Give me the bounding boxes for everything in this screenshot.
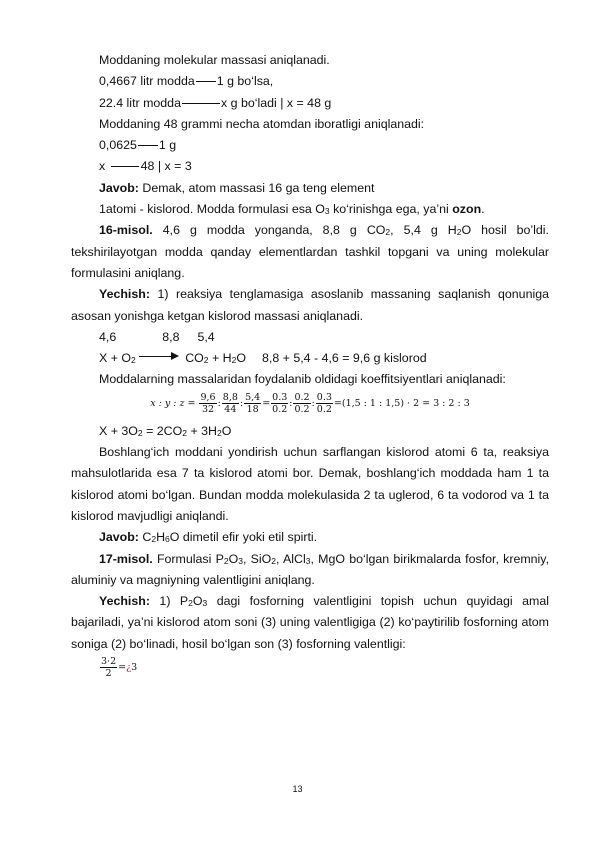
text: 22.4 litr modda [99, 95, 181, 110]
subscript: 2 [456, 227, 462, 238]
text-line [71, 50, 549, 71]
subscript: 2 [203, 355, 209, 366]
dash-line [111, 166, 139, 167]
subscript: 2 [216, 427, 222, 438]
text: O dimetil efir yoki etil spirti. [169, 530, 318, 545]
answer-label: Javob: [99, 180, 139, 195]
text: x [99, 159, 106, 174]
answer-line [71, 178, 549, 199]
text-line [71, 114, 549, 135]
text: X + 3O [99, 423, 138, 438]
formula-lhs: x : y : z = [150, 397, 196, 409]
text: ¿ [126, 662, 132, 674]
text: 0,0625 [99, 138, 137, 153]
document-body [71, 50, 549, 685]
text-line [71, 71, 549, 92]
reaction-equation [71, 421, 549, 442]
text-line [71, 135, 549, 156]
subscript: 3 [202, 598, 208, 609]
text: 0,4667 litr modda [99, 74, 195, 89]
text: 1) reaksiya tenglamasiga asoslanib massaning saqlanish qonuniga asosan yonishga ketgan kislorod massasi aniqlanadi. [71, 287, 549, 323]
text: O [192, 594, 203, 609]
text: 3 [131, 662, 138, 674]
text: Moddalarning massalaridan foydalanib oldidagi koeffitsiyentlari aniqlanadi: [99, 372, 506, 387]
page-number: 13 [292, 784, 303, 794]
text: , SiO [242, 551, 272, 566]
subscript: 3 [305, 555, 311, 566]
subscript: 3 [324, 206, 330, 217]
text: . [481, 202, 485, 217]
text: Demak, atom massasi 16 ga teng element [138, 180, 375, 195]
solution-16 [71, 284, 549, 327]
text: 1) P [149, 594, 189, 609]
text: 8,8 + 5,4 - 4,6 = 9,6 g kislorod [261, 351, 427, 366]
mass-value: 8,8 [162, 329, 180, 344]
text: O [228, 551, 239, 566]
solution-17 [71, 591, 549, 655]
dash-line [196, 81, 216, 82]
text: C [138, 530, 152, 545]
problem-label: 16-misol. [99, 223, 153, 238]
bold-term: ozon [452, 202, 482, 217]
text: , AlCl [276, 551, 306, 566]
text: 4,6 g modda yonganda, 8,8 g CO [152, 223, 386, 238]
subscript: 2 [223, 555, 229, 566]
text: O [236, 351, 246, 366]
text-line [71, 93, 549, 114]
dash-line [182, 103, 220, 104]
text: , MgO bo‘lgan birikmalarda fosfor, kremniy, aluminiy va magniyning valentligini aniqlang. [71, 551, 550, 587]
answer-label: Javob: [99, 530, 139, 545]
dash-line [138, 145, 158, 146]
text: Moddaning molekular massasi aniqlanadi. [99, 53, 330, 67]
fraction: $\frac{5,4}{18}$ [245, 391, 261, 415]
subscript: 2 [137, 427, 143, 438]
solution-label: Yechish: [99, 594, 150, 609]
subscript: 2 [131, 355, 136, 366]
fraction: $\frac{3\cdot 2}{2}$ [101, 656, 117, 680]
text: H [156, 530, 166, 545]
text: 1atomi - kislorod. Modda formulasi esa O [99, 202, 325, 217]
text: Boshlang‘ich moddani yondirish uchun sarflangan kislorod atomi 6 ta, reaksiya mahsulotlarida esa 7 ta kislorod atomi bor. Demak, boshlang‘ich moddada ham 1 ta kislorod atomi bo‘lgan. Bundan modda molekulasida 2 ta uglerod, 6 ta vodorod va 1 ta kislorod mavjudligi aniqlandi. [71, 445, 549, 523]
mass-value: 5,4 [197, 329, 215, 344]
problem-label: 17-misol. [99, 551, 153, 566]
text: + H [208, 351, 232, 366]
problem-16 [71, 220, 549, 284]
valence-formula [71, 655, 549, 685]
text: , 5,4 g H [390, 223, 457, 238]
subscript: 2 [188, 598, 193, 609]
subscript: 2 [151, 534, 157, 545]
formula-tail: =(1,5 : 1 : 1,5) · 2 = 3 : 2 : 3 [333, 397, 470, 409]
text: CO [181, 351, 204, 366]
answer-line [71, 527, 549, 548]
problem-17 [71, 549, 549, 592]
text: Formulasi P [152, 551, 224, 566]
text: Moddaning 48 grammi necha atomdan iboratligi aniqlanadi: [99, 116, 425, 131]
subscript: 2 [182, 427, 187, 438]
arrow-icon [139, 352, 179, 362]
subscript: 2 [385, 227, 391, 238]
text-line [71, 369, 549, 390]
text-line [71, 199, 549, 220]
reaction-equation [71, 348, 549, 369]
text: dagi fosforning valentligini topish uchun quyidagi amal bajariladi, ya’ni kislorod atom soni (3) uning valentligiga (2) ko‘paytirilib fosforning atom soniga (2) bo‘linadi, hosil bo‘lgan son (3) fosforning valentligi: [71, 594, 549, 651]
text: x g bo‘ladi | x = 48 g [220, 95, 332, 110]
ratio-formula: x : y : z = $\frac{9,6}{32}$ : $\frac{8,8}{44}$ : $\frac{5,4}{18}$ = $\frac{0.3}{0.2}$ : $\frac{0.2}{0.2}$ : $\frac{0.3}{0.2}$ =(1,5 : 1 : 1,5) · 2 = 3 : 2 : 3 [150, 391, 470, 415]
text: 48 | x = 3 [140, 159, 192, 174]
fraction: $\frac{0.2}{0.2}$ [294, 391, 310, 415]
solution-label: Yechish: [99, 287, 150, 302]
fraction: $\frac{0.3}{0.2}$ [272, 391, 288, 415]
subscript: 3 [238, 555, 243, 566]
text: X + O [99, 351, 132, 366]
subscript: 2 [271, 555, 277, 566]
text: 1 g bo‘lsa, [216, 74, 274, 89]
text: O hosil bo’ldi. tekshirilayotgan modda qanday elementlardan tashkil topgani va uning molekular formulasini aniqlang. [71, 223, 549, 280]
fraction: $\frac{0.3}{0.2}$ [316, 391, 332, 415]
mass-value: 4,6 [99, 329, 117, 344]
text-line [71, 156, 549, 177]
text: = [118, 662, 127, 674]
text: = 2CO [142, 423, 183, 438]
fraction: $\frac{8,8}{44}$ [222, 391, 238, 415]
mass-values [71, 327, 549, 348]
text: 1 g [158, 138, 177, 153]
subscript: 6 [165, 534, 170, 545]
paragraph [71, 442, 549, 527]
text: ko‘rinishga ega, ya’ni [329, 202, 453, 217]
text: O [221, 423, 232, 438]
subscript: 2 [231, 355, 237, 366]
text: + 3H [187, 423, 217, 438]
fraction: $\frac{9,6}{32}$ [200, 391, 216, 415]
